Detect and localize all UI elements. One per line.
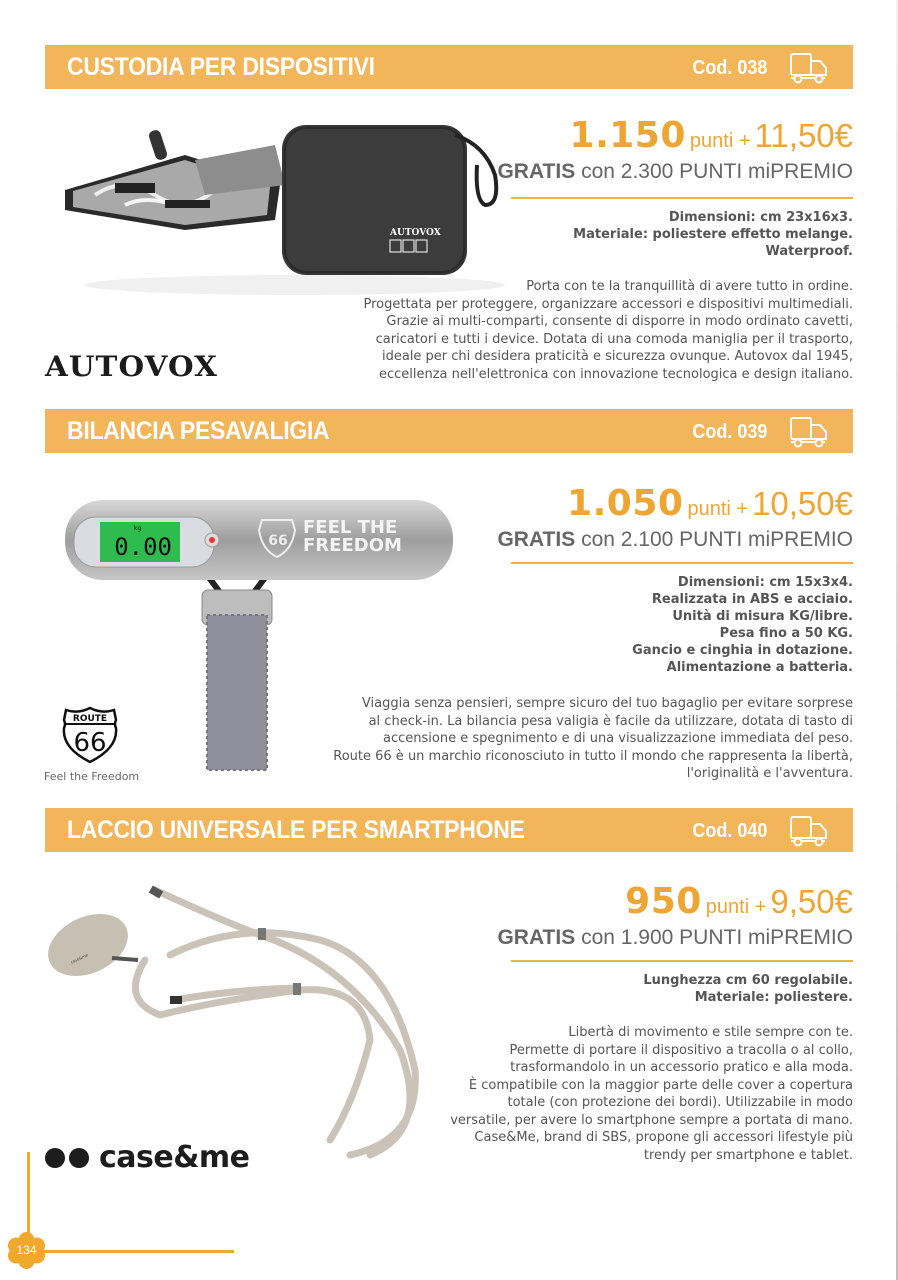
truck-icon: [787, 815, 831, 847]
section-title: LACCIO UNIVERSALE PER SMARTPHONE: [67, 816, 525, 844]
price-divider: [511, 562, 853, 564]
section-title: CUSTODIA PER DISPOSITIVI: [67, 53, 375, 81]
svg-text:AUTOVOX: AUTOVOX: [390, 228, 441, 238]
route66-shield-icon: [62, 706, 118, 764]
description-line: È compatibile con la maggior parte delle cover a copertura: [468, 1077, 853, 1093]
product-specs: [632, 574, 853, 676]
description-line: al check-in. La bilancia pesa valigia è facile da utilizzare, dotata di tasto di: [368, 713, 853, 729]
spec-line: Gancio e cinghia in dotazione.: [632, 643, 853, 658]
gratis-text: con 2.100 PUNTI miPREMIO: [581, 528, 853, 551]
description-line: l'originalità e l'avventura.: [686, 766, 853, 781]
description-line: ideale per chi desidera praticità e sicurezza ovunque. Autovox dal 1945,: [381, 349, 853, 364]
description-line: Grazie ai multi-comparti, consente di disporre in modo ordinato cavetti,: [386, 314, 853, 329]
description-line: accensione e spegnimento e di una visualizzazione immediata del peso.: [383, 731, 853, 746]
svg-text:0.00: 0.00: [114, 533, 172, 561]
gratis-label: GRATIS: [497, 926, 576, 949]
description-line: totale (con protezione dei bordi). Utilizzabile in modo: [507, 1095, 853, 1110]
description-line: Progettata per proteggere, organizzare accessori e dispositivi multimediali.: [363, 296, 853, 312]
product-specs: [573, 209, 853, 260]
description-line: Porta con te la tranquillità di avere tutto in ordine.: [526, 279, 853, 294]
svg-text:FEEL THE: FEEL THE: [303, 517, 398, 538]
price-block: [493, 115, 853, 184]
page-number: 134: [16, 1243, 37, 1257]
description-line: eccellenza nell'elettronica con innovazione tecnologica e design italiano.: [378, 366, 853, 382]
gratis-offer: [493, 926, 853, 950]
section-header-laccio: [45, 808, 853, 852]
spec-line: Alimentazione a batteria.: [666, 660, 853, 675]
description-line: Case&Me, brand di SBS, propone gli accessori lifestyle più: [474, 1130, 853, 1145]
spec-line: Dimensioni: cm 23x16x3.: [668, 210, 853, 225]
price-points: 1.050: [567, 483, 684, 524]
price-points: 1.150: [569, 115, 686, 156]
svg-text:FREEDOM: FREEDOM: [303, 535, 402, 556]
spec-line: Materiale: poliestere.: [694, 990, 853, 1005]
description-line: caricatori e tutti i device. Dotata di una comoda maniglia per il trasporto,: [375, 331, 853, 347]
product-image-custodia: [45, 115, 505, 300]
price-points-label: punti +: [687, 498, 749, 520]
svg-text:case&me: case&me: [69, 952, 89, 965]
price-block: [493, 483, 853, 552]
product-code: Cod. 039: [691, 421, 767, 443]
gratis-offer: [493, 160, 853, 184]
spec-line: Dimensioni: cm 15x3x4.: [677, 575, 853, 590]
gratis-label: GRATIS: [497, 160, 576, 183]
price-divider: [511, 960, 853, 962]
price-points: 950: [625, 881, 702, 922]
svg-text:kg: kg: [134, 525, 142, 532]
description-line: Libertà di movimento e stile sempre con te.: [568, 1025, 853, 1040]
brand-logo-autovox: AUTOVOX: [45, 350, 218, 383]
description-line: versatile, per avere lo smartphone sempre a portata di mano.: [450, 1112, 853, 1128]
truck-icon: [787, 52, 831, 84]
gratis-text: con 2.300 PUNTI miPREMIO: [581, 160, 853, 183]
product-description: [450, 1024, 853, 1164]
section-header-bilancia: [45, 409, 853, 453]
description-line: trendy per smartphone e tablet.: [643, 1147, 853, 1163]
logo-dot: [45, 1148, 65, 1168]
section-header-custodia: [45, 45, 853, 89]
description-line: Viaggia senza pensieri, sempre sicuro del tuo bagaglio per evitare sorprese: [361, 696, 853, 711]
price-euro: 11,50€: [754, 117, 853, 154]
description-line: Permette di portare il dispositivo a tracolla o al collo,: [509, 1042, 853, 1058]
brand-caption: Feel the Freedom: [44, 770, 140, 783]
svg-text:66: 66: [268, 533, 288, 549]
brand-logo-route66: [44, 706, 140, 783]
product-code: Cod. 038: [691, 57, 767, 79]
spec-line: Unità di misura KG/libre.: [672, 609, 853, 624]
spec-line: Lunghezza cm 60 regolabile.: [643, 973, 853, 988]
price-euro: 10,50€: [752, 485, 853, 522]
price-points-label: punti +: [689, 130, 751, 152]
spec-line: Pesa fino a 50 KG.: [719, 626, 853, 641]
svg-text:ROUTE: ROUTE: [72, 714, 108, 724]
price-points-label: punti +: [705, 896, 767, 918]
product-description: [333, 695, 853, 783]
price-euro: 9,50€: [770, 883, 853, 920]
description-line: trasformandolo in un accessorio pratico e alla moda.: [510, 1060, 853, 1075]
spec-line: Realizzata in ABS e acciaio.: [651, 592, 853, 607]
truck-icon: [787, 416, 831, 448]
product-image-laccio: [20, 870, 420, 1160]
gratis-label: GRATIS: [497, 528, 576, 551]
product-specs: [643, 972, 853, 1006]
svg-text:66: 66: [73, 728, 107, 758]
spec-line: Waterproof.: [765, 244, 853, 259]
gratis-offer: [493, 528, 853, 552]
product-code: Cod. 040: [691, 820, 767, 842]
footer-vertical-rule: [27, 1152, 30, 1244]
logo-dot: [69, 1148, 89, 1168]
price-block: [493, 881, 853, 950]
footer-horizontal-rule: [36, 1250, 234, 1253]
brand-logo-caseme: [45, 1140, 250, 1175]
description-line: Route 66 è un marchio riconosciuto in tutto il mondo che rappresenta la libertà,: [333, 748, 853, 764]
brand-name: case&me: [99, 1140, 250, 1175]
spec-line: Materiale: poliestere effetto melange.: [573, 227, 853, 242]
price-divider: [511, 197, 853, 199]
section-title: BILANCIA PESAVALIGIA: [67, 417, 330, 445]
product-description: [363, 278, 853, 383]
gratis-text: con 1.900 PUNTI miPREMIO: [581, 926, 853, 949]
